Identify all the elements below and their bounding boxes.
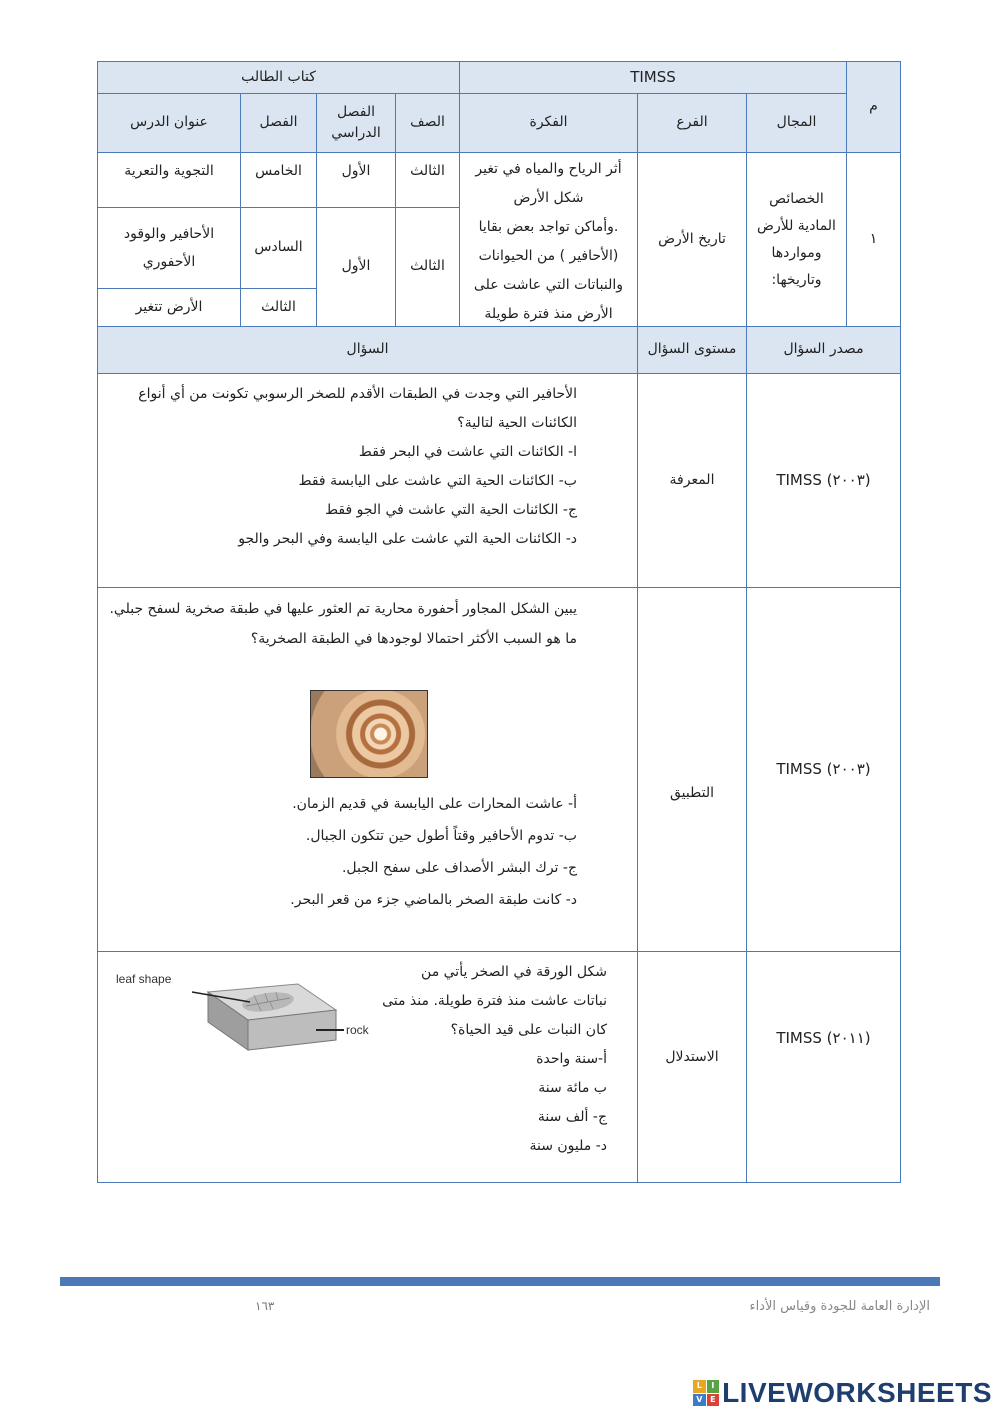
- brand-mark-v: V: [693, 1394, 706, 1407]
- q3-content: [367, 958, 607, 1161]
- q3-level-text: الاستدلال: [665, 1049, 719, 1066]
- lesson1-title: [97, 152, 241, 208]
- header-timss-text: TIMSS: [630, 68, 676, 86]
- header-m-text: م: [869, 98, 878, 115]
- header-saff: [395, 93, 460, 153]
- q3-source-text: TIMSS (٢٠١١): [776, 1028, 871, 1047]
- header-majal-text: المجال: [776, 114, 817, 131]
- qheader-level: [637, 326, 747, 374]
- row1-idea-text: [460, 153, 637, 327]
- lesson2-title-text: الأحافير والوقود الأحفوري: [123, 226, 215, 270]
- q2-stem-line: ما هو السبب الأكثر احتمالا لوجودها في الطبقة الصخرية؟: [250, 631, 577, 647]
- q1-option-d: د- الكائنات الحية التي عاشت على اليابسة وفي البحر والجو: [238, 531, 577, 547]
- q2-source: [746, 587, 901, 952]
- brand-logo-icon: [693, 1380, 719, 1406]
- q1-option-c: ج- الكائنات الحية التي عاشت في الجو فقط: [325, 502, 577, 518]
- row1-number-text: ١: [869, 230, 878, 247]
- q1-content: [98, 374, 637, 554]
- q1-stem-line: الأحافير التي وجدت في الطبقات الأقدم للصخر الرسوبي تكونت من أي أنواع: [138, 386, 577, 402]
- header-fasl-dirasi: [316, 93, 396, 153]
- q2-stem: [107, 594, 577, 654]
- brand-mark-e: E: [707, 1394, 720, 1407]
- q2-option-c: ج- ترك البشر الأصداف على سفح الجبل.: [341, 860, 577, 876]
- brand-mark-i: I: [707, 1380, 720, 1393]
- q2-options: [107, 788, 577, 916]
- q3-source: [746, 951, 901, 1183]
- q1-stem-line: الكائنات الحية لتالية؟: [457, 415, 577, 431]
- idea-line: أثر الرياح والمياه في تغير شكل الأرض: [475, 161, 622, 206]
- header-student-book-text: كتاب الطالب: [241, 68, 316, 85]
- q3-body: [97, 951, 638, 1183]
- q1-level: [637, 373, 747, 588]
- lesson2-grade-text: الثالث: [410, 258, 445, 275]
- header-timss: [459, 61, 847, 94]
- header-majal: [746, 93, 847, 153]
- header-fasl-dirasi-text: الفصل الدراسي: [331, 104, 381, 141]
- q1-option-b: ب- الكائنات الحية التي عاشت على اليابسة فقط: [298, 473, 577, 489]
- row1-domain: [746, 152, 847, 327]
- q3-stem-line: كان النبات على قيد الحياة؟: [450, 1022, 607, 1038]
- q2-level-text: التطبيق: [670, 784, 714, 801]
- lesson3-chapter: [240, 288, 317, 327]
- liveworksheets-brand: [693, 1376, 992, 1410]
- q3-option-d: د- مليون سنة: [529, 1138, 607, 1154]
- lesson2-grade: [395, 207, 460, 327]
- q2-stem-line: يبين الشكل المجاور أحفورة محارية تم العثور عليها في طبقة صخرية لسفح جبلي.: [109, 601, 577, 617]
- qheader-source-text: مصدر السؤال: [783, 341, 864, 358]
- leaf-shape-label: leaf shape: [116, 972, 172, 986]
- header-far3-text: الفرع: [676, 114, 708, 131]
- row1-domain-text: الخصائص المادية للأرض ومواردها وتاريخها:: [757, 190, 836, 288]
- q2-option-b: ب- تدوم الأحافير وقتاً أطول حين تتكون الجبال.: [305, 828, 577, 844]
- header-lesson-title-text: عنوان الدرس: [130, 114, 208, 131]
- row1-branch: [637, 152, 747, 327]
- q2-option-a: أ- عاشت المحارات على اليابسة في قديم الزمان.: [292, 796, 577, 812]
- q2-option-d: د- كانت طبقة الصخر بالماضي جزء من قعر البحر.: [290, 892, 577, 908]
- qheader-source: [746, 326, 901, 374]
- footer-organization: الإدارة العامة للجودة وقياس الأداء: [749, 1299, 930, 1314]
- q3-stem-line: شكل الورقة في الصخر يأتي من: [421, 964, 607, 980]
- q1-option-a: ا- الكائنات التي عاشت في البحر فقط: [358, 444, 577, 460]
- q3-stem-line: نباتات عاشت منذ فترة طويلة. منذ متى: [382, 993, 607, 1009]
- curriculum-table: [97, 61, 901, 1183]
- lesson1-title-text: التجوية والتعرية: [124, 163, 214, 179]
- q1-body: [97, 373, 638, 588]
- leaf-fossil-figure: [108, 964, 378, 1054]
- qheader-question-text: السؤال: [346, 341, 389, 358]
- lesson2-semester: [316, 207, 396, 327]
- header-fasl: [240, 93, 317, 153]
- page-number: ١٦٣: [255, 1299, 275, 1313]
- lesson1-semester-text: الأول: [341, 163, 371, 179]
- q2-body: [97, 587, 638, 952]
- lesson2-chapter: [240, 207, 317, 289]
- lesson1-chapter: [240, 152, 317, 208]
- row1-number: [846, 152, 901, 327]
- header-saff-text: الصف: [410, 114, 445, 131]
- header-fikra: [459, 93, 638, 153]
- q3-level: [637, 951, 747, 1183]
- q3-option-b: ب مائة سنة: [538, 1080, 607, 1096]
- lesson1-grade: [395, 152, 460, 208]
- row1-idea: [459, 152, 638, 327]
- qheader-level-text: مستوى السؤال: [647, 341, 737, 358]
- lesson3-chapter-text: الثالث: [261, 298, 296, 315]
- q2-level: [637, 587, 747, 952]
- brand-text: LIVEWORKSHEETS: [722, 1377, 992, 1408]
- q1-source: [746, 373, 901, 588]
- lesson1-chapter-text: الخامس: [255, 163, 302, 179]
- q3-option-a: أ-سنة واحدة: [536, 1051, 607, 1067]
- lesson3-title-text: الأرض تتغير: [135, 298, 203, 315]
- header-fasl-text: الفصل: [259, 114, 298, 131]
- shell-fossil-image: [310, 690, 428, 778]
- header-fikra-text: الفكرة: [529, 114, 568, 131]
- lesson2-chapter-text: السادس: [254, 239, 303, 256]
- lesson2-semester-text: الأول: [341, 258, 371, 275]
- lesson2-title: [97, 207, 241, 289]
- lesson1-grade-text: الثالث: [410, 163, 445, 179]
- q2-source-text: TIMSS (٢٠٠٣): [776, 760, 871, 778]
- lesson3-title: [97, 288, 241, 327]
- q3-option-c: ج- ألف سنة: [537, 1109, 607, 1125]
- q1-source-text: TIMSS (٢٠٠٣): [776, 471, 871, 489]
- header-lesson-title: [97, 93, 241, 153]
- rock-label: rock: [346, 1023, 369, 1037]
- qheader-question: [97, 326, 638, 374]
- idea-line: والنباتات التي عاشت على الأرض منذ فترة طويلة: [473, 277, 624, 322]
- idea-line: .وأماكن تواجد بعض بقايا (الأحافير ) من الحيوانات: [478, 219, 619, 264]
- footer-divider: [60, 1277, 940, 1286]
- header-m: [846, 61, 901, 153]
- lesson1-semester: [316, 152, 396, 208]
- brand-mark-l: L: [693, 1380, 706, 1393]
- header-student-book: [97, 61, 460, 94]
- q1-level-text: المعرفة: [669, 471, 715, 488]
- header-far3: [637, 93, 747, 153]
- row1-branch-text: تاريخ الأرض: [658, 230, 726, 247]
